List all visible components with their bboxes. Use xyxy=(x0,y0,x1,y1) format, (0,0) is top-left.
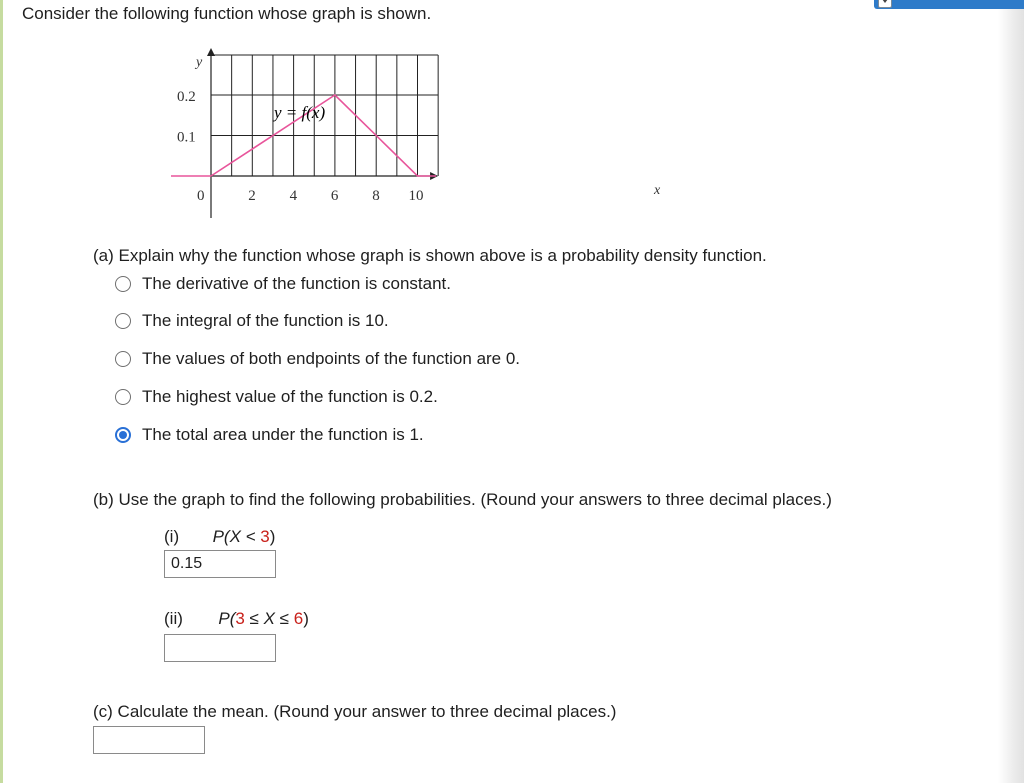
option-label: The highest value of the function is 0.2. xyxy=(142,387,438,406)
function-label: y = f(x) xyxy=(274,103,326,122)
answer-input-mean[interactable] xyxy=(93,726,205,754)
answer-input-i[interactable] xyxy=(164,550,276,578)
radio-button[interactable] xyxy=(115,276,131,292)
y-axis-arrow xyxy=(207,48,215,56)
question-intro: Consider the following function whose graph is shown. xyxy=(22,4,432,23)
sub-question-i xyxy=(164,527,275,547)
x-tick-label: 8 xyxy=(372,188,380,204)
x-tick-label: 2 xyxy=(248,188,256,204)
x-tick-label: 0 xyxy=(197,188,205,204)
radio-button[interactable] xyxy=(115,351,131,367)
radio-button[interactable] xyxy=(115,313,131,329)
x-tick-label: 4 xyxy=(289,188,298,204)
radio-button[interactable] xyxy=(115,389,131,405)
part-c-question: (c) Calculate the mean. (Round your answer to three decimal places.) xyxy=(93,702,617,721)
left-border xyxy=(0,0,3,783)
scroll-region xyxy=(998,0,1024,783)
answer-input-ii[interactable] xyxy=(164,634,276,662)
probability-expression-i: P(X < 3) xyxy=(212,527,276,546)
probability-expression-ii: P(3 ≤ X ≤ 6) xyxy=(218,609,309,628)
option-label: The values of both endpoints of the function are 0. xyxy=(142,349,521,368)
y-axis-label: y xyxy=(196,55,203,70)
option-label: The derivative of the function is constant. xyxy=(142,274,452,293)
part-a-question: (a) Explain why the function whose graph is shown above is a probability density function. xyxy=(93,246,767,265)
function-graph xyxy=(160,44,680,224)
sub-label-i: (i) xyxy=(164,527,180,546)
sub-label-ii: (ii) xyxy=(164,609,183,628)
chevron-down-icon[interactable] xyxy=(878,0,892,8)
graph-axes xyxy=(171,48,438,218)
option-label: The total area under the function is 1. xyxy=(142,425,424,444)
y-tick-label: 0.1 xyxy=(177,129,196,146)
top-toolbar-button[interactable] xyxy=(874,0,1024,9)
option-label: The integral of the function is 10. xyxy=(142,311,389,330)
x-axis-label: x xyxy=(654,183,661,198)
radio-button-selected[interactable] xyxy=(115,427,131,443)
x-tick-label: 10 xyxy=(408,188,424,204)
y-tick-label: 0.2 xyxy=(177,89,196,105)
sub-question-ii xyxy=(164,609,309,629)
part-b-question: (b) Use the graph to find the following probabilities. (Round your answers to three decimal places.) xyxy=(93,490,832,509)
x-tick-label: 6 xyxy=(330,188,339,204)
